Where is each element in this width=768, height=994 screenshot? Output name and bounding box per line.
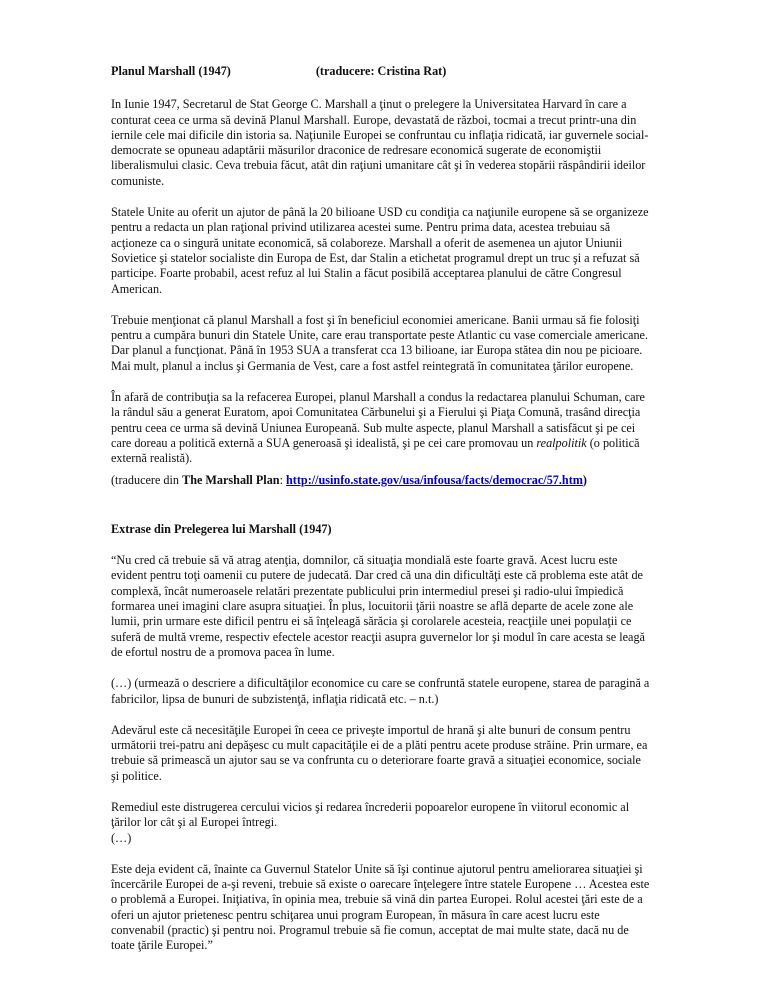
quote-ellipsis: (…)	[111, 830, 132, 845]
source-link[interactable]: http://usinfo.state.gov/usa/infousa/facts/democrac/57.htm	[286, 472, 583, 487]
source-suffix: )	[582, 472, 587, 487]
legacy-text-start: În afară de contribuţia sa la refacerea Europei, planul Marshall a condus la redactarea planului Schuman, care la rândul său a generat Euratom, apoi Comunitatea Cărbunelui şi a Fierului şi Piaţa Comună, trasând direcţia pentru ceea ce urma să devină Uniunea Europeană. Sub multe aspecte, planul Marshall a satisfăcut şi pe cei care doreau a politică externă a SUA generoasă şi idealistă, şi pe cei care promovau un	[111, 390, 645, 450]
source-title: The Marshall Plan	[182, 472, 280, 487]
legacy-text-end: (o politică externă realistă).	[111, 435, 640, 466]
source-colon: :	[279, 472, 287, 487]
quote-paragraph-4: Remediul este distrugerea cercului vicios şi redarea încrederii popoarelor europene în viitorul economic al ţărilor lor cât şi al Europei întregi.	[111, 799, 630, 830]
quote-paragraph-1: “Nu cred că trebuie să vă atrag atenţia, domnilor, că situaţia mondială este foarte gravă. Acest lucru este evident pentru toţi oamenii cu putere de judecată. Dar cred că una din dificultăţi este că problema este atât de complexă, încât numeroasele relatări prezentate publicului prin intermediul presei şi radio-ului împiedică formarea unei imagini clare asupra situaţiei. În plus, locuitorii ţării noastre se află departe de acele zone ale lumii, prin urmare este dificil pentru ei să înţeleagă sărăcia şi corolarele acesteia, reacţiile unei populaţii ce suferă de multă vreme, respectiv efectele acestor reacţii asupra guvernelor lor şi modul în care acesta se leagă de efortul nostru de a promova pacea în lume.	[111, 553, 645, 659]
document-page	[111, 64, 651, 954]
paragraph-intro: In Iunie 1947, Secretarul de Stat George C. Marshall a ţinut o prelegere la Universitatea Harvard în care a conturat ceea ce urma să devină Planul Marshall. Europe, devastată de război, tocmai a trecut printr-una din iernile cele mai dificile din istoria sa. Naţiunile Europei se confruntau cu inflaţia ridicată, iar guvernele social-democrate se opuneau adaptării măsurilor draconice de redresare economică sugerate de economiştii liberalismului clasic. Ceva trebuia făcut, atât din raţiuni umanitare cât şi în vederea stopării răspândirii ideilor comuniste.	[111, 97, 649, 188]
document-header	[111, 64, 651, 79]
realpolitik-term: realpolitik	[536, 435, 587, 450]
translator-credit: (traducere: Cristina Rat)	[315, 64, 447, 78]
document-title: Planul Marshall (1947)	[111, 64, 231, 78]
quote-paragraph-2: (…) (urmează o descriere a dificultăţilor economice cu care se confruntă statele europene, starea de paragină a fabricilor, lipsa de bunuri de subzistenţă, inflaţia ridicată etc. – n.t.)	[111, 676, 650, 706]
quote-paragraph-3: Adevărul este că necesităţile Europei în ceea ce priveşte importul de hrană şi alte bunuri de consum pentru următorii trei-patru ani depăşesc cu mult capacităţile ei de a plăti pentru acete produse străine. Prin urmare, ea trebuie să primească un ajutor sau se va confrunta cu o deteriorare foarte gravă a situaţiei economice, sociale şi politice.	[111, 722, 648, 783]
source-citation	[111, 473, 651, 488]
paragraph-us-offer: Statele Unite au oferit un ajutor de până la 20 bilioane USD cu condiţia ca naţiunile europene să se organizeze pentru a redacta un plan raţional privind utilizarea acestei sume. Pentru prima data, acestea trebuiau să acţioneze ca o singură unitate economică, să colaboreze. Marshall a oferit de asemenea un ajutor Uniunii Sovietice şi statelor socialiste din Europa de Est, dar Stalin a etichetat programul drept un truc şi a refuzat să participe. Foarte probabil, acest refuz al lui Stalin a făcut posibilă acceptarea planului de către Congresul American.	[111, 205, 649, 296]
source-prefix: (traducere din	[111, 472, 183, 487]
quote-paragraph-5: Este deja evident că, înainte ca Guvernul Statelor Unite să îşi continue ajutorul pentru ameliorarea situaţiei şi încercările Europei de a-şi reveni, trebuie să existe o oarecare înţelegere între statele Europene … Acestea este o problemă a Europei. Iniţiativa, în opinia mea, trebuie să vină din partea Europei. Rolul acestei ţări este de a oferi un ajutor prietenesc pentru schiţarea unui program European, în măsura în care acest lucru este convenabil (practic) şi pentru noi. Programul trebuie să fie comun, acceptat de mai multe state, dacă nu de toate ţările Europei.”	[111, 861, 650, 953]
paragraph-legacy	[111, 390, 651, 466]
paragraph-american-benefit: Trebuie menţionat că planul Marshall a fost şi în beneficiul economiei americane. Banii urmau să fie folosiţi pentru a cumpăra bunuri din Statele Unite, care erau transportate peste Atlantic cu vase comerciale americane. Dar planul a funcţionat. Până în 1953 SUA a transferat cca 13 bilioane, iar Europa stătea din nou pe picioare. Mai mult, planul a inclus şi Germania de Vest, care a fost astfel reintegrată în comunitatea ţărilor europene.	[111, 312, 649, 373]
section-title-speech-extracts: Extrase din Prelegerea lui Marshall (1947)	[111, 521, 332, 536]
